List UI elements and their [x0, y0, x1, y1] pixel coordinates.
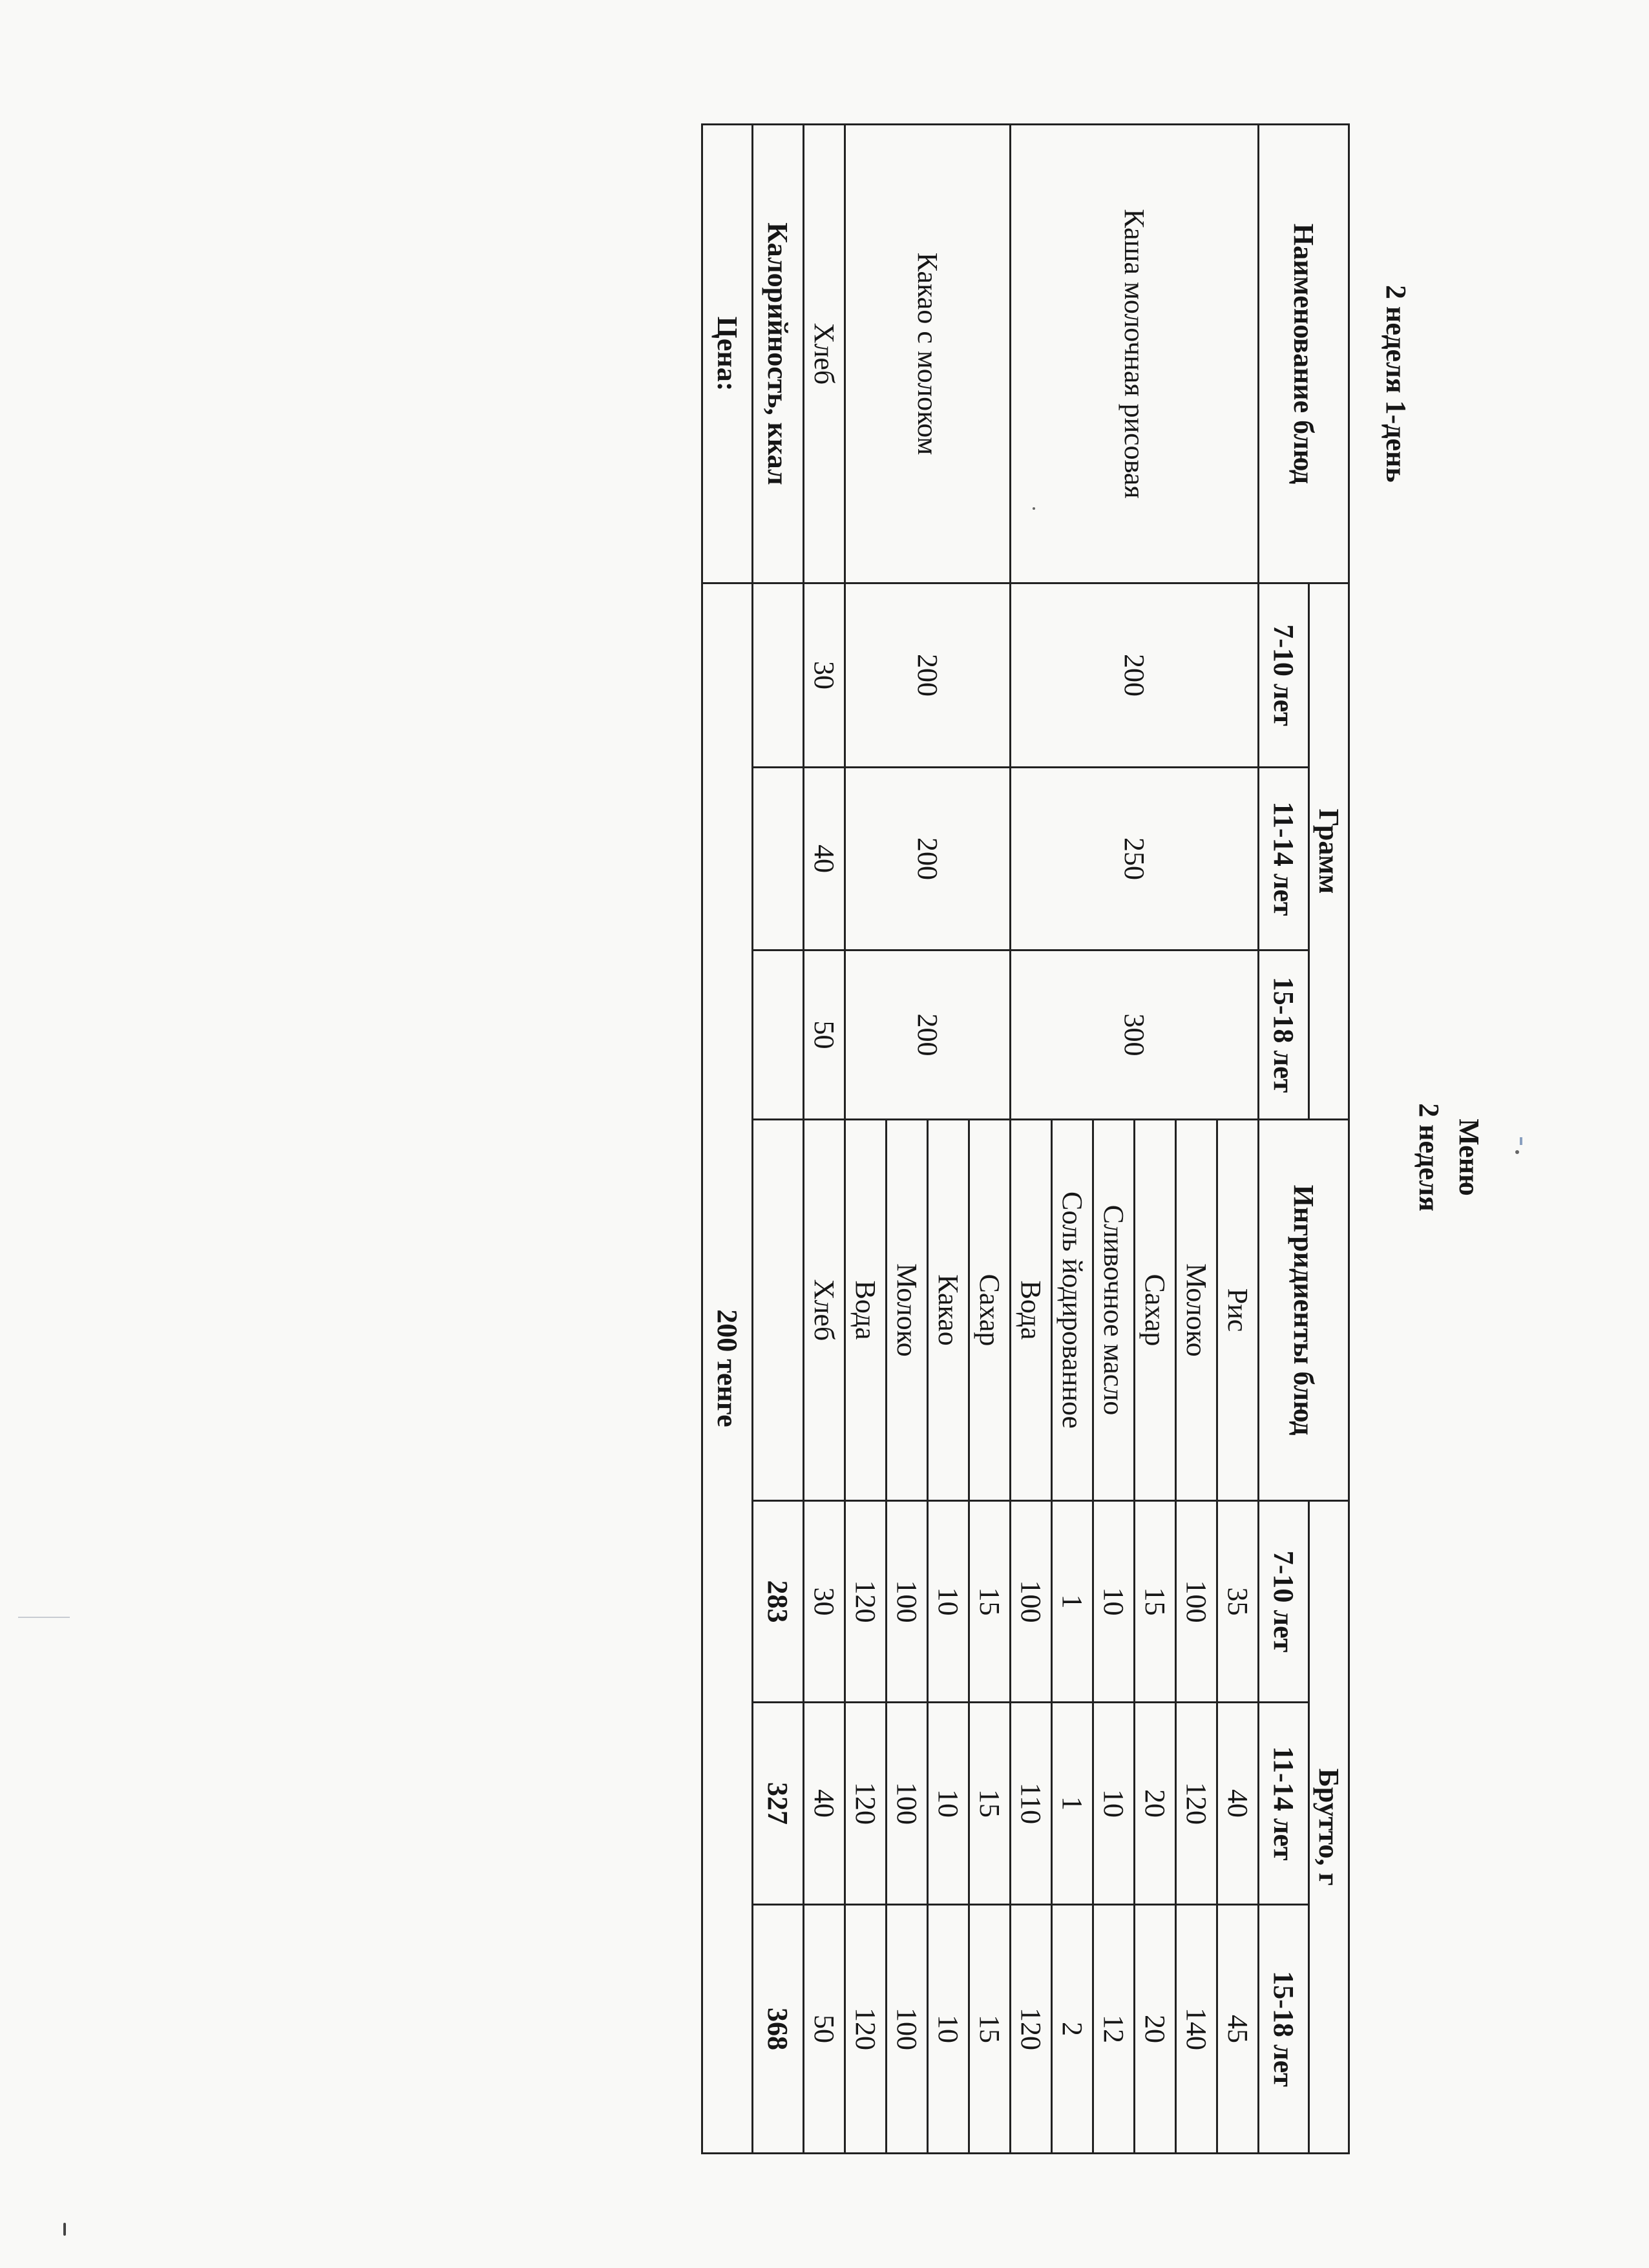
dish-gram: 200 [845, 768, 1011, 950]
brutto-value: 20 [1135, 1703, 1176, 1905]
brutto-value: 110 [1011, 1703, 1052, 1905]
col-dish-header: Наименование блюд [1259, 125, 1349, 583]
ingredient-name: Рис [1217, 1120, 1259, 1501]
ingredient-name: Вода [845, 1120, 887, 1501]
scan-mark [18, 1617, 70, 1618]
gram-age-15-18: 15-18 лет [1259, 950, 1309, 1120]
scan-speck [1033, 507, 1035, 510]
ingredient-name: Соль йодированное [1052, 1120, 1093, 1501]
scan-mark [1520, 1137, 1522, 1145]
brutto-value: 15 [969, 1501, 1011, 1703]
ingredient-name: Молоко [1176, 1120, 1217, 1501]
ingredient-name: Хлеб [804, 1120, 845, 1501]
brutto-value: 15 [1135, 1501, 1176, 1703]
day-subtitle: 2 неделя 1-день [1380, 285, 1412, 483]
brutto-value: 15 [969, 1703, 1011, 1905]
dish-gram: 300 [1011, 950, 1259, 1120]
brutto-age-15-18: 15-18 лет [1259, 1905, 1309, 2154]
header-row-1 [1309, 125, 1349, 2154]
dish-gram: 30 [804, 583, 845, 768]
brutto-value: 1 [1052, 1703, 1093, 1905]
gram-age-7-10: 7-10 лет [1259, 583, 1309, 768]
dish-gram: 40 [804, 768, 845, 950]
brutto-value: 120 [1011, 1905, 1052, 2154]
brutto-value: 10 [928, 1905, 969, 2154]
calories-value: 327 [753, 1703, 804, 1905]
brutto-value: 12 [1093, 1905, 1135, 2154]
dish-name: Каша молочная рисовая [1011, 125, 1259, 583]
brutto-value: 35 [1217, 1501, 1259, 1703]
scan-speck [1515, 1150, 1519, 1154]
brutto-value: 100 [887, 1501, 928, 1703]
brutto-value: 30 [804, 1501, 845, 1703]
dish-gram: 200 [845, 950, 1011, 1120]
title-block [1409, 107, 1489, 2207]
brutto-value: 120 [1176, 1703, 1217, 1905]
gram-age-11-14: 11-14 лет [1259, 768, 1309, 950]
brutto-value: 40 [804, 1703, 845, 1905]
brutto-value: 1 [1052, 1501, 1093, 1703]
empty-cell [753, 768, 804, 950]
empty-cell [753, 583, 804, 768]
brutto-age-11-14: 11-14 лет [1259, 1703, 1309, 1905]
menu-title: Меню [1453, 1118, 1485, 1196]
rotated-sheet [216, 107, 1489, 2207]
col-brutto-header: Брутто, г [1309, 1501, 1349, 2154]
col-ingredients-header: Ингридиенты блюд [1259, 1120, 1349, 1501]
ingredient-name: Какао [928, 1120, 969, 1501]
ingredient-name: Сахар [1135, 1120, 1176, 1501]
brutto-value: 20 [1135, 1905, 1176, 2154]
calories-value: 368 [753, 1905, 804, 2154]
brutto-value: 10 [928, 1703, 969, 1905]
brutto-value: 120 [845, 1703, 887, 1905]
brutto-value: 100 [1176, 1501, 1217, 1703]
brutto-age-7-10: 7-10 лет [1259, 1501, 1309, 1703]
ingredient-name: Вода [1011, 1120, 1052, 1501]
brutto-value: 120 [845, 1905, 887, 2154]
ingredient-name: Молоко [887, 1120, 928, 1501]
dish-gram: 250 [1011, 768, 1259, 950]
brutto-value: 45 [1217, 1905, 1259, 2154]
scan-speck [63, 2223, 66, 2236]
brutto-value: 2 [1052, 1905, 1093, 2154]
brutto-value: 10 [928, 1501, 969, 1703]
brutto-value: 140 [1176, 1905, 1217, 2154]
brutto-value: 100 [887, 1905, 928, 2154]
dish-gram: 50 [804, 950, 845, 1120]
menu-table [701, 123, 1350, 2154]
price-row [702, 125, 753, 2154]
col-gram-header: Грамм [1309, 583, 1349, 1120]
brutto-value: 120 [845, 1501, 887, 1703]
calories-row [753, 125, 804, 2154]
table-row [1217, 125, 1259, 2154]
week-title: 2 неделя [1413, 1103, 1445, 1212]
dish-name: Какао с молоком [845, 125, 1011, 583]
dish-gram: 200 [845, 583, 1011, 768]
table-row [969, 125, 1011, 2154]
brutto-value: 40 [1217, 1703, 1259, 1905]
calories-value: 283 [753, 1501, 804, 1703]
brutto-value: 10 [1093, 1703, 1135, 1905]
brutto-value: 100 [887, 1703, 928, 1905]
calories-label: Калорийность, ккал [753, 125, 804, 583]
brutto-value: 100 [1011, 1501, 1052, 1703]
table-row [804, 125, 845, 2154]
empty-cell [753, 1120, 804, 1501]
ingredient-name: Сливочное масло [1093, 1120, 1135, 1501]
dish-name: Хлеб [804, 125, 845, 583]
ingredient-name: Сахар [969, 1120, 1011, 1501]
brutto-value: 50 [804, 1905, 845, 2154]
price-value: 200 тенге [702, 583, 753, 2154]
brutto-value: 10 [1093, 1501, 1135, 1703]
price-label: Цена: [702, 125, 753, 583]
dish-gram: 200 [1011, 583, 1259, 768]
brutto-value: 15 [969, 1905, 1011, 2154]
empty-cell [753, 950, 804, 1120]
